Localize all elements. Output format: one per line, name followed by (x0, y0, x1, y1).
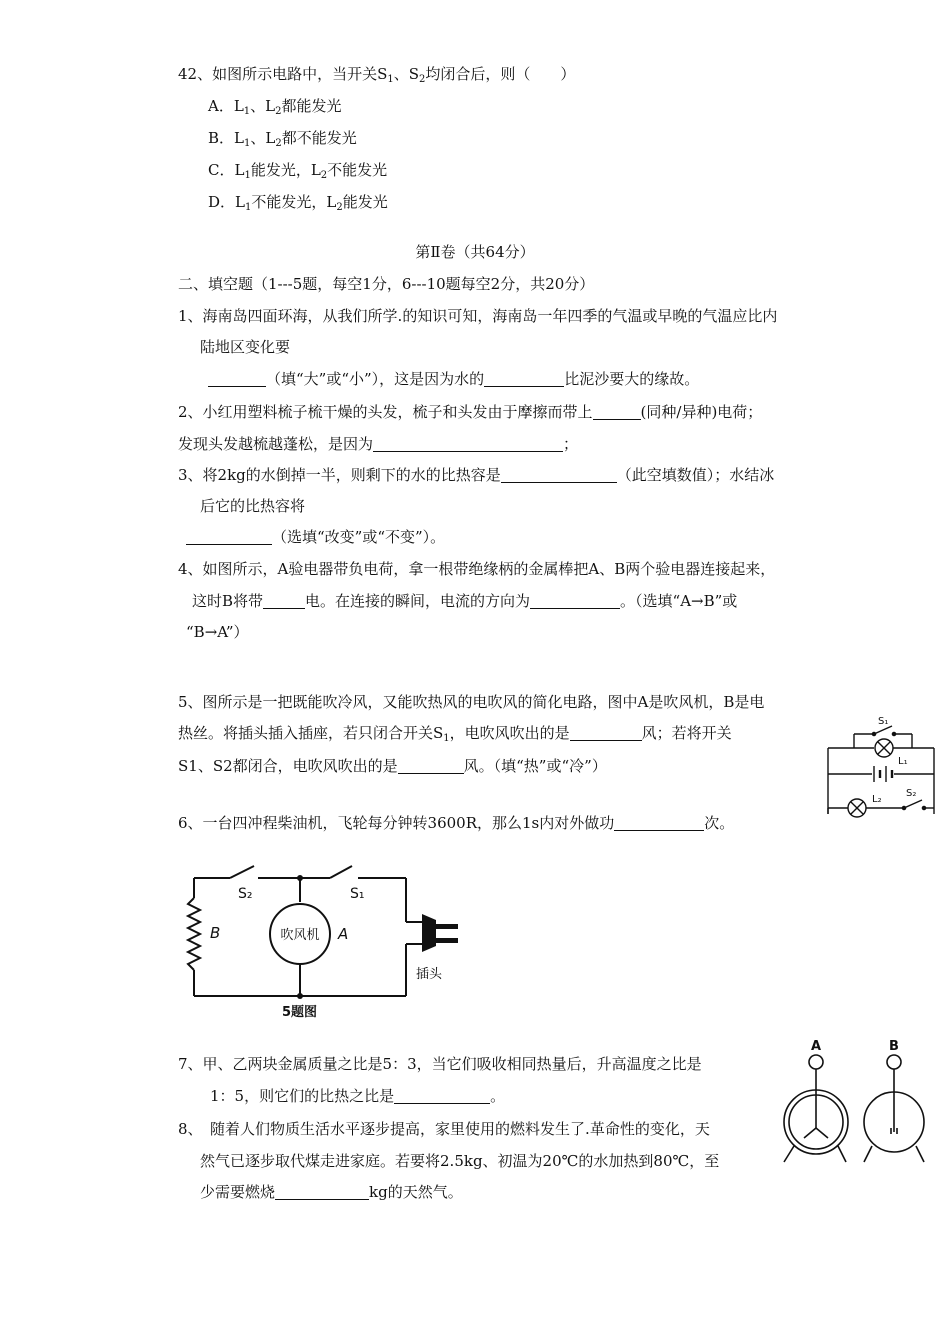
label-dryer-s2: S₂ (238, 886, 253, 902)
q5-line2: 热丝。将插头插入插座，若只闭合开关$S_1$，电吹风吹出的是 风；若将开关 (178, 724, 732, 744)
label-electroscope-a: A (810, 1039, 822, 1054)
q1-line3: （填“大”或“小”），这是因为水的 比泥沙要大的缘故。 (208, 368, 699, 390)
label-dryer-s1: S₁ (350, 886, 365, 902)
label-dryer-plug: 插头 (416, 967, 443, 982)
q8-line3: 少需要燃烧 kg的天然气。 (200, 1183, 463, 1201)
label-l1: L₁ (898, 756, 908, 767)
q8-line1: 8、 随着人们物质生活水平逐步提高，家里使用的燃料发生了.革命性的变化，天 (178, 1120, 710, 1138)
q7-blank-1[interactable] (394, 1087, 490, 1104)
q3-line1: 3、将2kg的水倒掉一半，则剩下的水的比热容是 （此空填数值）；水结冰 (178, 466, 775, 484)
q5-line1: 5、图所示是一把既能吹冷风，又能吹热风的电吹风的简化电路，图中A是吹风机，B是电 (178, 693, 765, 711)
q5-blank-1[interactable] (570, 724, 642, 741)
label-s2: S₂ (906, 788, 917, 799)
label-s1: S₁ (878, 716, 889, 727)
q42-option-a: A．$L_1$、$L_2$都能发光 (208, 97, 342, 117)
q6-blank-1[interactable] (614, 814, 704, 831)
section-heading: 二、填空题（1---5题，每空1分，6---10题每空2分，共20分） (178, 275, 595, 293)
q3-line2: 后它的比热容将 (200, 497, 306, 515)
label-electroscope-b: B (889, 1039, 899, 1054)
q2-blank-2[interactable] (373, 435, 563, 452)
q7-line2: 1：5，则它们的比热之比是 。 (210, 1087, 506, 1105)
dryer-figure-caption: 5题图 (282, 1005, 318, 1020)
circuit-diagram-q42 (822, 712, 940, 820)
q3-blank-2[interactable] (186, 528, 272, 545)
q1-blank-2[interactable] (484, 370, 564, 387)
q8-line2: 然气已逐步取代煤走进家庭。若要将2.5kg、初温为20℃的水加热到80℃，至 (200, 1152, 720, 1170)
q5-blank-2[interactable] (398, 757, 464, 774)
q2-line2: 发现头发越梳越蓬松，是因为 ； (178, 435, 579, 453)
q7-line1: 7、甲、乙两块金属质量之比是5：3，当它们吸收相同热量后，升高温度之比是 (178, 1055, 702, 1073)
section-title: 第Ⅱ卷（共64分） (415, 243, 535, 261)
q5-line3: S1、S2都闭合，电吹风吹出的是 风。（填“热”或“冷”） (178, 757, 607, 775)
q2-blank-1[interactable] (593, 403, 641, 420)
q4-blank-1[interactable] (263, 592, 305, 609)
q42-option-b: B．$L_1$、$L_2$都不能发光 (208, 129, 357, 149)
q42-stem: 42、如图所示电路中，当开关$S_1$、$S_2$均闭合后，则（ ） (178, 65, 576, 85)
q42-option-d: D．$L_1$不能发光，$L_2$能发光 (208, 193, 388, 213)
q4-blank-2[interactable] (530, 592, 620, 609)
q2-line1: 2、小红用塑料梳子梳干燥的头发，梳子和头发由于摩擦而带上 (同种/异种)电荷； (178, 403, 763, 421)
q3-blank-1[interactable] (501, 466, 617, 483)
label-dryer-a: A (338, 925, 349, 943)
hair-dryer-circuit-diagram (180, 850, 470, 1022)
q8-blank-1[interactable] (275, 1183, 369, 1200)
q1-line1: 1、海南岛四面环海，从我们所学.的知识可知，海南岛一年四季的气温或早晚的气温应比内 (178, 307, 778, 325)
q1-blank-1[interactable] (208, 370, 266, 387)
q4-line1: 4、如图所示，A验电器带负电荷，拿一根带绝缘柄的金属棒把A、B两个验电器连接起来， (178, 560, 776, 578)
electroscope-diagram (780, 1036, 940, 1170)
q42-option-c: C．$L_1$能发光，$L_2$不能发光 (208, 161, 388, 181)
q6-line1: 6、一台四冲程柴油机，飞轮每分钟转3600R，那么1s内对外做功 次。 (178, 814, 735, 832)
label-dryer-b: B (210, 924, 221, 942)
label-l2: L₂ (872, 794, 882, 805)
q4-line2: 这时B将带 电。在连接的瞬间，电流的方向为 。（选填“A→B”或 (192, 592, 738, 610)
q3-line3: （选填“改变”或“不变”）。 (186, 526, 445, 548)
q1-line2: 陆地区变化要 (200, 338, 291, 356)
q4-line3: “B→A”） (186, 623, 249, 641)
label-dryer-motor: 吹风机 (280, 928, 320, 943)
